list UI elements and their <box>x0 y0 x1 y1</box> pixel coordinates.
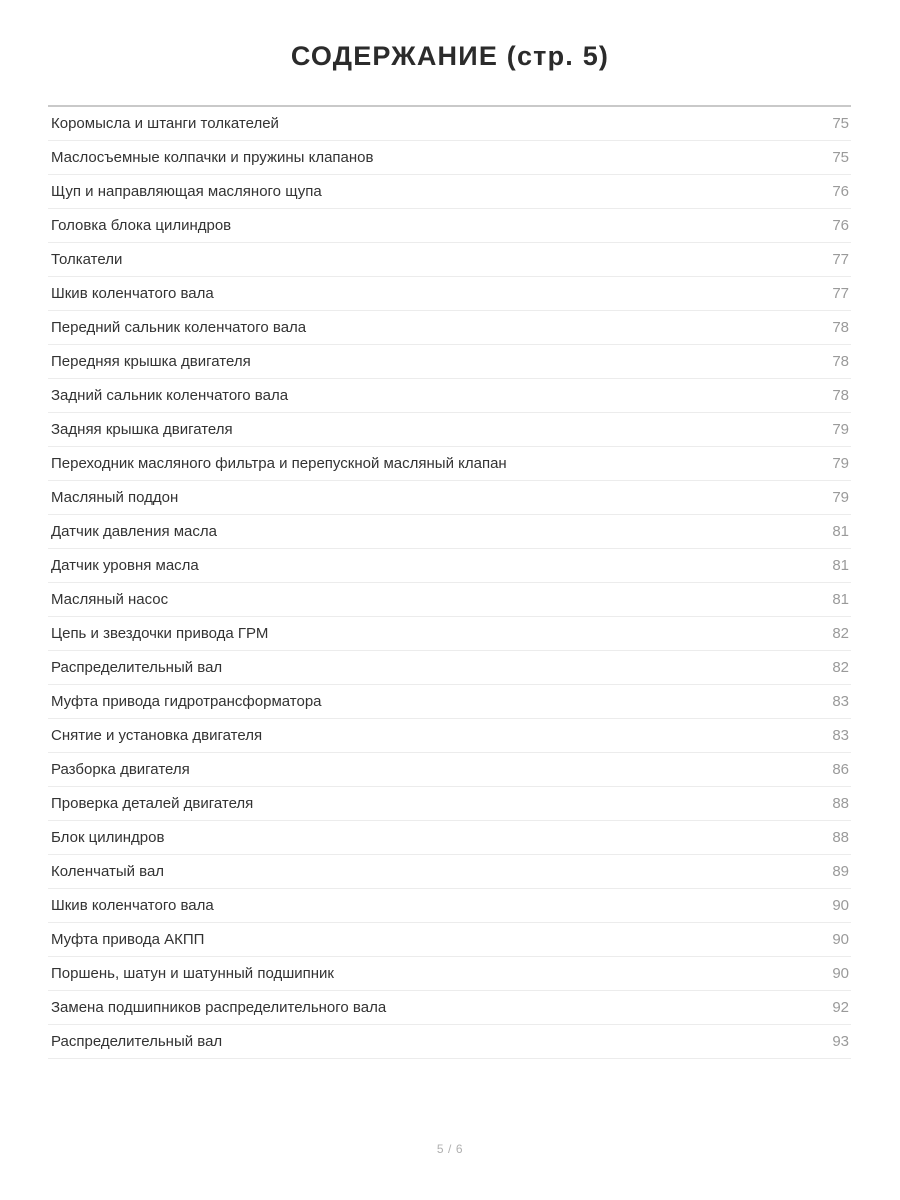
toc-entry-page-number: 77 <box>832 284 849 302</box>
toc-entry[interactable] <box>48 685 851 719</box>
toc-entry-page-number: 79 <box>832 420 849 438</box>
toc-entry-title: Толкатели <box>51 250 123 268</box>
toc-entry-title: Датчик давления масла <box>51 522 217 540</box>
toc-entry-page-number: 83 <box>832 726 849 744</box>
toc-entry-page-number: 76 <box>832 216 849 234</box>
toc-entry-page-number: 82 <box>832 658 849 676</box>
page-title: СОДЕРЖАНИЕ (стр. 5) <box>290 41 610 71</box>
toc-entry-page-number: 81 <box>832 556 849 574</box>
toc-entry-title: Передний сальник коленчатого вала <box>51 318 307 336</box>
toc-entry-title: Масляный насос <box>51 590 169 608</box>
toc-entry-title: Задний сальник коленчатого вала <box>51 386 289 404</box>
toc-entry[interactable] <box>48 753 851 787</box>
toc-entry-title: Коленчатый вал <box>51 862 165 880</box>
toc-entry[interactable] <box>48 107 851 141</box>
toc-entry-title: Муфта привода гидротрансформатора <box>51 692 322 710</box>
toc-entry-page-number: 88 <box>832 794 849 812</box>
toc-entry-title: Проверка деталей двигателя <box>51 794 254 812</box>
toc-entry-title: Шкив коленчатого вала <box>51 896 214 914</box>
toc-entry-title: Передняя крышка двигателя <box>51 352 251 370</box>
toc-entry-title: Коромысла и штанги толкателей <box>51 114 279 132</box>
toc-entry[interactable] <box>48 991 851 1025</box>
toc-entry[interactable] <box>48 719 851 753</box>
toc-entry[interactable] <box>48 209 851 243</box>
toc-entry-page-number: 78 <box>832 352 849 370</box>
toc-entry[interactable] <box>48 617 851 651</box>
toc-entry-page-number: 83 <box>832 692 849 710</box>
table-of-contents <box>48 107 851 1059</box>
toc-entry[interactable] <box>48 957 851 991</box>
toc-entry-title: Замена подшипников распределительного вала <box>51 998 387 1016</box>
toc-entry[interactable] <box>48 923 851 957</box>
toc-entry-page-number: 75 <box>832 148 849 166</box>
toc-entry-title: Головка блока цилиндров <box>51 216 232 234</box>
toc-entry-title: Разборка двигателя <box>51 760 190 778</box>
toc-entry[interactable] <box>48 447 851 481</box>
toc-entry-title: Распределительный вал <box>51 658 223 676</box>
toc-entry[interactable] <box>48 855 851 889</box>
page-footer: 5 / 6 <box>436 1142 464 1156</box>
toc-entry-page-number: 82 <box>832 624 849 642</box>
toc-entry[interactable] <box>48 583 851 617</box>
toc-entry[interactable] <box>48 175 851 209</box>
toc-entry-page-number: 90 <box>832 896 849 914</box>
toc-entry-title: Масляный поддон <box>51 488 179 506</box>
toc-entry-title: Цепь и звездочки привода ГРМ <box>51 624 269 642</box>
toc-entry-page-number: 78 <box>832 318 849 336</box>
toc-entry[interactable] <box>48 311 851 345</box>
toc-entry-page-number: 92 <box>832 998 849 1016</box>
toc-entry[interactable] <box>48 345 851 379</box>
toc-entry[interactable] <box>48 1025 851 1059</box>
toc-entry-page-number: 90 <box>832 964 849 982</box>
toc-entry-page-number: 79 <box>832 454 849 472</box>
toc-entry-title: Датчик уровня масла <box>51 556 199 574</box>
toc-entry[interactable] <box>48 277 851 311</box>
toc-entry-page-number: 77 <box>832 250 849 268</box>
toc-entry-page-number: 81 <box>832 522 849 540</box>
toc-entry-page-number: 86 <box>832 760 849 778</box>
toc-entry-title: Поршень, шатун и шатунный подшипник <box>51 964 334 982</box>
toc-entry-title: Щуп и направляющая масляного щупа <box>51 182 322 200</box>
toc-entry-page-number: 88 <box>832 828 849 846</box>
toc-entry-title: Шкив коленчатого вала <box>51 284 214 302</box>
toc-entry-title: Снятие и установка двигателя <box>51 726 263 744</box>
toc-entry[interactable] <box>48 481 851 515</box>
toc-entry[interactable] <box>48 413 851 447</box>
toc-entry-page-number: 75 <box>832 114 849 132</box>
toc-entry[interactable] <box>48 821 851 855</box>
toc-entry-page-number: 79 <box>832 488 849 506</box>
toc-entry-page-number: 78 <box>832 386 849 404</box>
toc-entry[interactable] <box>48 651 851 685</box>
toc-entry-title: Маслосъемные колпачки и пружины клапанов <box>51 148 374 166</box>
toc-entry[interactable] <box>48 787 851 821</box>
toc-entry-page-number: 76 <box>832 182 849 200</box>
toc-entry[interactable] <box>48 515 851 549</box>
toc-entry[interactable] <box>48 141 851 175</box>
toc-entry-page-number: 81 <box>832 590 849 608</box>
toc-entry[interactable] <box>48 889 851 923</box>
toc-entry-title: Распределительный вал <box>51 1032 223 1050</box>
toc-entry-title: Муфта привода АКПП <box>51 930 205 948</box>
toc-entry-title: Задняя крышка двигателя <box>51 420 233 438</box>
toc-entry-page-number: 89 <box>832 862 849 880</box>
toc-entry[interactable] <box>48 549 851 583</box>
toc-entry[interactable] <box>48 243 851 277</box>
toc-entry[interactable] <box>48 379 851 413</box>
toc-entry-page-number: 93 <box>832 1032 849 1050</box>
toc-entry-title: Блок цилиндров <box>51 828 165 846</box>
toc-entry-title: Переходник масляного фильтра и перепускной масляный клапан <box>51 454 507 472</box>
toc-entry-page-number: 90 <box>832 930 849 948</box>
